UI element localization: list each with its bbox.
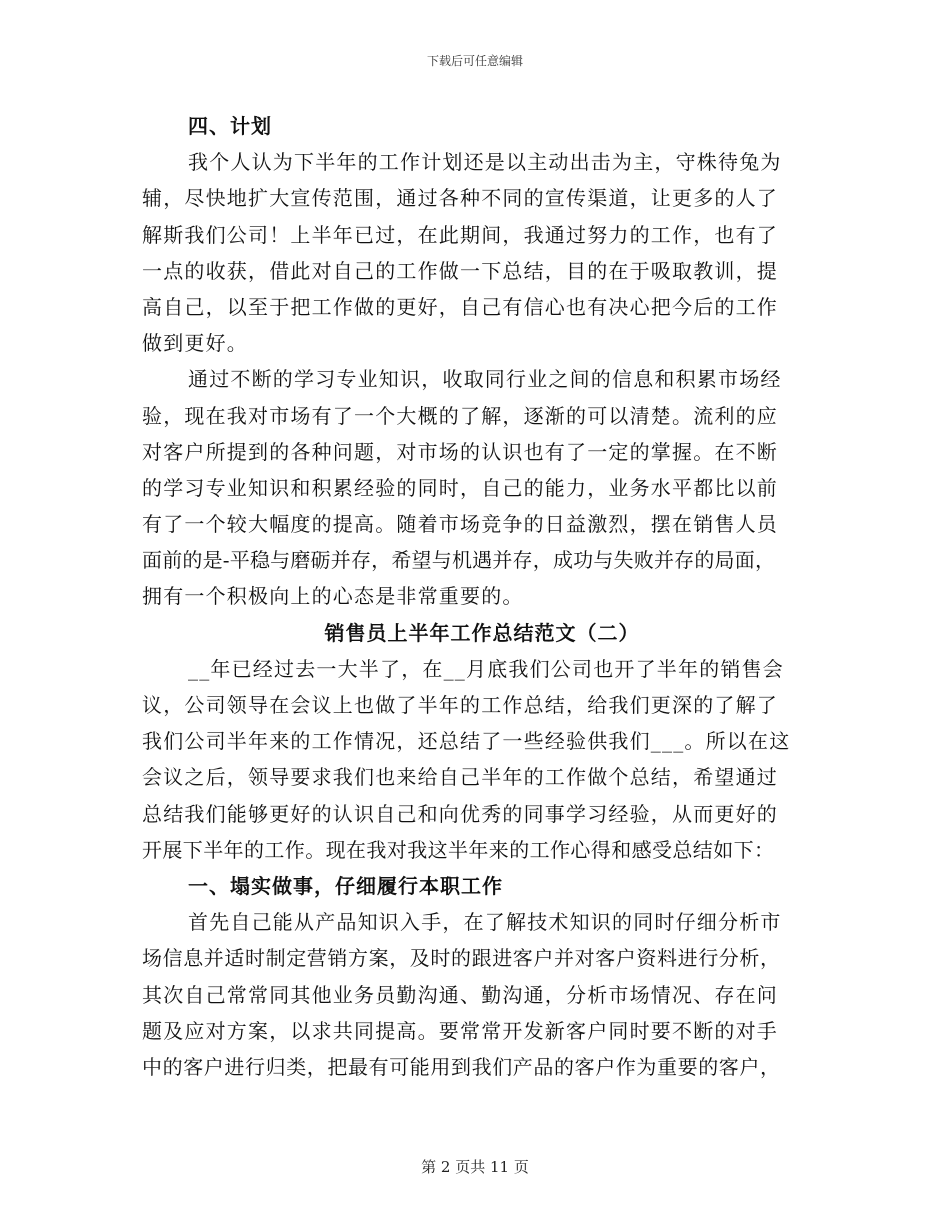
paragraph-line: 通过不断的学习专业知识，收取同行业之间的信息和积累市场经	[188, 367, 782, 392]
paragraph-line: 辅，尽快地扩大宣传范围，通过各种不同的宣传渠道，让更多的人了	[142, 186, 778, 211]
paragraph-line: 开展下半年的工作。现在我对我这半年来的工作心得和感受总结如下：	[142, 837, 775, 862]
paragraph-line: 解斯我们公司！上半年已过，在此期间，我通过努力的工作，也有了	[142, 222, 778, 247]
paragraph-line: 高自己，以至于把工作做的更好，自己有信心也有决心把今后的工作	[142, 294, 778, 319]
paragraph-line: 拥有一个积极向上的心态是非常重要的。	[142, 584, 524, 609]
paragraph-line: 做到更好。	[142, 331, 248, 356]
paragraph-line: 会议之后，领导要求我们也来给自己半年的工作做个总结，希望通过	[142, 765, 778, 790]
paragraph-line: 总结我们能够更好的认识自己和向优秀的同事学习经验，从而更好的	[142, 801, 778, 826]
paragraph-line: 我个人认为下半年的工作计划还是以主动出击为主，守株待兔为	[188, 150, 782, 175]
paragraph-line: 题及应对方案，以求共同提高。要常常开发新客户同时要不断的对手	[142, 1018, 778, 1043]
paragraph-line: 面前的是-平稳与磨砺并存，希望与机遇并存，成功与失败并存的局面，	[142, 548, 776, 573]
page-header: 下载后可任意编辑	[426, 54, 523, 68]
paragraph-line: 中的客户进行归类，把最有可能用到我们产品的客户作为重要的客户，	[142, 1054, 781, 1079]
section-heading-work: 一、塌实做事，仔细履行本职工作	[188, 873, 503, 898]
paragraph-line: 验，现在我对市场有了一个大概的了解，逐渐的可以清楚。流利的应	[142, 403, 778, 428]
paragraph-line: 有了一个较大幅度的提高。随着市场竞争的日益激烈，摆在销售人员	[142, 512, 778, 537]
document-body	[142, 108, 822, 1085]
section-heading-plan: 四、计划	[188, 114, 272, 138]
paragraph-line: __年已经过去一大半了，在__月底我们公司也开了半年的销售会	[188, 656, 784, 681]
paragraph-line: 一点的收获，借此对自己的工作做一下总结，目的在于吸取教训，提	[142, 258, 778, 283]
paragraph-line: 的学习专业知识和积累经验的同时，自己的能力，业务水平都比以前	[142, 475, 778, 500]
paragraph-line: 议，公司领导在会议上也做了半年的工作总结，给我们更深的了解了	[142, 693, 778, 717]
paragraph-line: 场信息并适时制定营销方案，及时的跟进客户并对客户资料进行分析，	[142, 946, 781, 971]
paragraph-line: 我们公司半年来的工作情况，还总结了一些经验供我们___。所以在这	[142, 729, 791, 754]
page-number-footer: 第 2 页共 11 页	[421, 1158, 529, 1176]
paragraph-line: 对客户所提到的各种问题，对市场的认识也有了一定的掌握。在不断	[142, 439, 778, 464]
article-title: 销售员上半年工作总结范文（二）	[324, 620, 640, 645]
paragraph-line: 其次自己常常同其他业务员勤沟通、勤沟通，分析市场情况、存在问	[142, 982, 778, 1007]
paragraph-line: 首先自己能从产品知识入手，在了解技术知识的同时仔细分析市	[188, 910, 782, 935]
